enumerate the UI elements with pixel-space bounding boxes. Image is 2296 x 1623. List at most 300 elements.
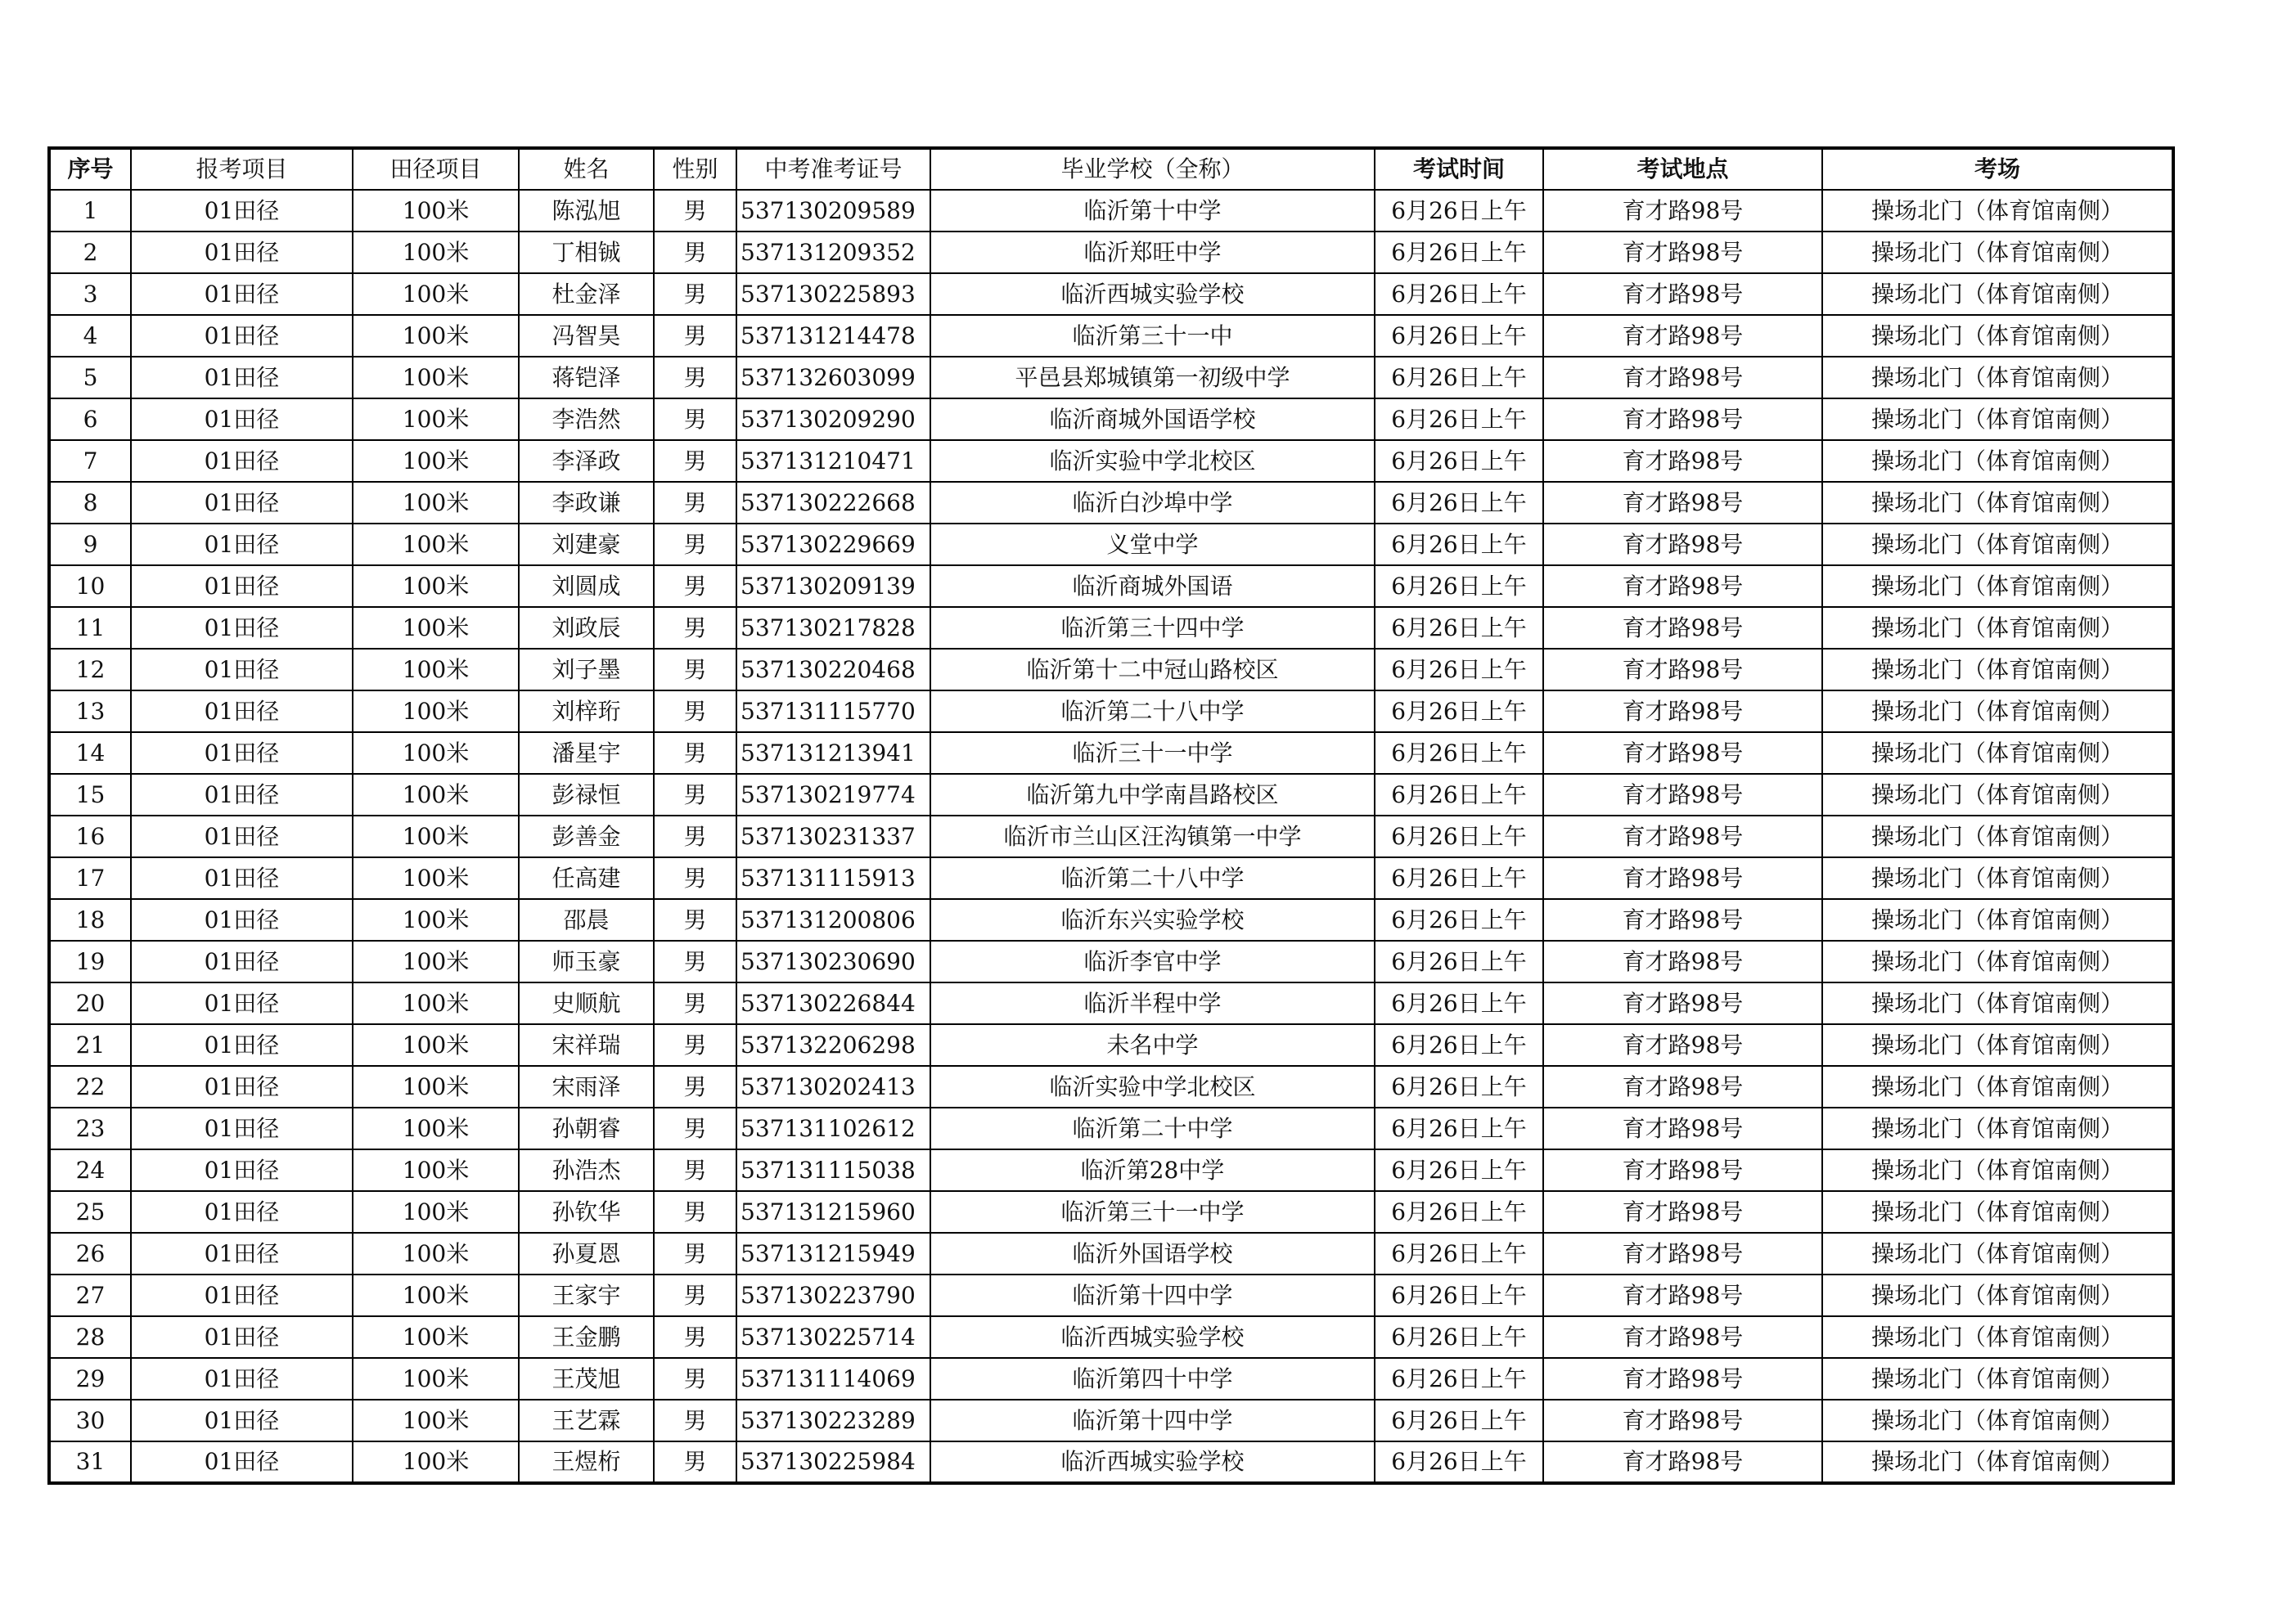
col-school-cell: 临沂第三十一中 bbox=[930, 315, 1375, 357]
col-exam-id-cell: 537130209290 bbox=[736, 398, 930, 440]
col-name-cell: 刘建豪 bbox=[519, 524, 654, 565]
col-exam-id-cell: 537130230690 bbox=[736, 941, 930, 982]
col-index-cell: 23 bbox=[49, 1108, 131, 1149]
col-event-cell: 100米 bbox=[353, 482, 519, 524]
col-index-cell: 2 bbox=[49, 232, 131, 273]
col-exam-time-cell: 6月26日上午 bbox=[1375, 1233, 1543, 1275]
table-row bbox=[49, 315, 2173, 357]
col-exam-venue-cell: 操场北门（体育馆南侧） bbox=[1822, 565, 2173, 607]
table-row bbox=[49, 1108, 2173, 1149]
col-name-cell: 刘圆成 bbox=[519, 565, 654, 607]
col-event-cell: 100米 bbox=[353, 1316, 519, 1358]
col-exam-venue-cell: 操场北门（体育馆南侧） bbox=[1822, 524, 2173, 565]
table-row bbox=[49, 690, 2173, 732]
col-exam-location-cell: 育才路98号 bbox=[1543, 1191, 1822, 1233]
col-exam-time-cell: 6月26日上午 bbox=[1375, 607, 1543, 649]
table-row bbox=[49, 1066, 2173, 1108]
col-exam-venue-cell: 操场北门（体育馆南侧） bbox=[1822, 1400, 2173, 1441]
col-index-cell: 15 bbox=[49, 774, 131, 816]
col-index-cell: 7 bbox=[49, 440, 131, 482]
col-name-cell: 李浩然 bbox=[519, 398, 654, 440]
col-exam-location-cell: 育才路98号 bbox=[1543, 732, 1822, 774]
col-exam-id-cell: 537132206298 bbox=[736, 1024, 930, 1066]
table-body bbox=[49, 190, 2173, 1483]
col-exam-location-cell: 育才路98号 bbox=[1543, 899, 1822, 941]
col-event-cell: 100米 bbox=[353, 1400, 519, 1441]
header-col-school: 毕业学校（全称） bbox=[930, 148, 1375, 190]
col-exam-venue-cell: 操场北门（体育馆南侧） bbox=[1822, 1275, 2173, 1316]
col-name-cell: 潘星宇 bbox=[519, 732, 654, 774]
col-gender-cell: 男 bbox=[654, 482, 736, 524]
col-name-cell: 史顺航 bbox=[519, 982, 654, 1024]
col-exam-venue-cell: 操场北门（体育馆南侧） bbox=[1822, 1066, 2173, 1108]
col-name-cell: 王家宇 bbox=[519, 1275, 654, 1316]
col-school-cell: 临沂第三十四中学 bbox=[930, 607, 1375, 649]
col-exam-id-cell: 537130220468 bbox=[736, 649, 930, 690]
col-index-cell: 17 bbox=[49, 857, 131, 899]
col-gender-cell: 男 bbox=[654, 315, 736, 357]
col-category-cell: 01田径 bbox=[131, 357, 353, 398]
col-index-cell: 26 bbox=[49, 1233, 131, 1275]
col-category-cell: 01田径 bbox=[131, 1441, 353, 1483]
table-row bbox=[49, 857, 2173, 899]
col-event-cell: 100米 bbox=[353, 941, 519, 982]
col-exam-id-cell: 537131115913 bbox=[736, 857, 930, 899]
col-index-cell: 12 bbox=[49, 649, 131, 690]
exam-roster-table bbox=[47, 146, 2175, 1485]
col-event-cell: 100米 bbox=[353, 1149, 519, 1191]
col-exam-location-cell: 育才路98号 bbox=[1543, 315, 1822, 357]
col-category-cell: 01田径 bbox=[131, 1275, 353, 1316]
col-gender-cell: 男 bbox=[654, 690, 736, 732]
col-event-cell: 100米 bbox=[353, 690, 519, 732]
col-exam-time-cell: 6月26日上午 bbox=[1375, 982, 1543, 1024]
col-exam-venue-cell: 操场北门（体育馆南侧） bbox=[1822, 899, 2173, 941]
col-index-cell: 16 bbox=[49, 816, 131, 857]
col-event-cell: 100米 bbox=[353, 1108, 519, 1149]
col-exam-venue-cell: 操场北门（体育馆南侧） bbox=[1822, 1024, 2173, 1066]
col-category-cell: 01田径 bbox=[131, 524, 353, 565]
col-exam-venue-cell: 操场北门（体育馆南侧） bbox=[1822, 232, 2173, 273]
col-exam-location-cell: 育才路98号 bbox=[1543, 273, 1822, 315]
header-col-exam-id: 中考准考证号 bbox=[736, 148, 930, 190]
table-row bbox=[49, 273, 2173, 315]
col-exam-venue-cell: 操场北门（体育馆南侧） bbox=[1822, 941, 2173, 982]
col-school-cell: 临沂东兴实验学校 bbox=[930, 899, 1375, 941]
col-exam-time-cell: 6月26日上午 bbox=[1375, 857, 1543, 899]
col-index-cell: 10 bbox=[49, 565, 131, 607]
col-gender-cell: 男 bbox=[654, 1275, 736, 1316]
col-exam-time-cell: 6月26日上午 bbox=[1375, 774, 1543, 816]
col-index-cell: 22 bbox=[49, 1066, 131, 1108]
col-name-cell: 彭善金 bbox=[519, 816, 654, 857]
col-event-cell: 100米 bbox=[353, 524, 519, 565]
col-exam-venue-cell: 操场北门（体育馆南侧） bbox=[1822, 1316, 2173, 1358]
table-row bbox=[49, 524, 2173, 565]
col-index-cell: 6 bbox=[49, 398, 131, 440]
col-exam-time-cell: 6月26日上午 bbox=[1375, 565, 1543, 607]
col-exam-time-cell: 6月26日上午 bbox=[1375, 1108, 1543, 1149]
col-gender-cell: 男 bbox=[654, 1191, 736, 1233]
header-col-event: 田径项目 bbox=[353, 148, 519, 190]
col-index-cell: 27 bbox=[49, 1275, 131, 1316]
col-index-cell: 8 bbox=[49, 482, 131, 524]
table-row bbox=[49, 398, 2173, 440]
table-row bbox=[49, 899, 2173, 941]
col-school-cell: 临沂西城实验学校 bbox=[930, 273, 1375, 315]
col-event-cell: 100米 bbox=[353, 1358, 519, 1400]
col-exam-location-cell: 育才路98号 bbox=[1543, 1024, 1822, 1066]
col-name-cell: 王金鹏 bbox=[519, 1316, 654, 1358]
col-category-cell: 01田径 bbox=[131, 1066, 353, 1108]
col-index-cell: 5 bbox=[49, 357, 131, 398]
col-name-cell: 师玉豪 bbox=[519, 941, 654, 982]
col-exam-venue-cell: 操场北门（体育馆南侧） bbox=[1822, 398, 2173, 440]
col-exam-venue-cell: 操场北门（体育馆南侧） bbox=[1822, 1191, 2173, 1233]
col-gender-cell: 男 bbox=[654, 899, 736, 941]
col-exam-time-cell: 6月26日上午 bbox=[1375, 690, 1543, 732]
col-exam-id-cell: 537130225893 bbox=[736, 273, 930, 315]
col-event-cell: 100米 bbox=[353, 315, 519, 357]
table-row bbox=[49, 440, 2173, 482]
table-row bbox=[49, 1400, 2173, 1441]
col-gender-cell: 男 bbox=[654, 398, 736, 440]
col-gender-cell: 男 bbox=[654, 273, 736, 315]
table-row bbox=[49, 732, 2173, 774]
col-exam-location-cell: 育才路98号 bbox=[1543, 1441, 1822, 1483]
col-category-cell: 01田径 bbox=[131, 1024, 353, 1066]
col-exam-location-cell: 育才路98号 bbox=[1543, 1316, 1822, 1358]
col-school-cell: 临沂商城外国语 bbox=[930, 565, 1375, 607]
col-index-cell: 18 bbox=[49, 899, 131, 941]
col-exam-id-cell: 537131213941 bbox=[736, 732, 930, 774]
table-row bbox=[49, 607, 2173, 649]
col-exam-id-cell: 537132603099 bbox=[736, 357, 930, 398]
col-name-cell: 陈泓旭 bbox=[519, 190, 654, 232]
col-exam-id-cell: 537131210471 bbox=[736, 440, 930, 482]
col-category-cell: 01田径 bbox=[131, 732, 353, 774]
col-gender-cell: 男 bbox=[654, 1108, 736, 1149]
col-exam-venue-cell: 操场北门（体育馆南侧） bbox=[1822, 315, 2173, 357]
col-school-cell: 临沂第二十中学 bbox=[930, 1108, 1375, 1149]
col-exam-time-cell: 6月26日上午 bbox=[1375, 524, 1543, 565]
table-row bbox=[49, 1316, 2173, 1358]
col-exam-venue-cell: 操场北门（体育馆南侧） bbox=[1822, 273, 2173, 315]
col-exam-location-cell: 育才路98号 bbox=[1543, 1108, 1822, 1149]
col-school-cell: 临沂第28中学 bbox=[930, 1149, 1375, 1191]
col-school-cell: 临沂实验中学北校区 bbox=[930, 440, 1375, 482]
col-exam-venue-cell: 操场北门（体育馆南侧） bbox=[1822, 1441, 2173, 1483]
col-school-cell: 临沂白沙埠中学 bbox=[930, 482, 1375, 524]
col-name-cell: 邵晨 bbox=[519, 899, 654, 941]
col-exam-venue-cell: 操场北门（体育馆南侧） bbox=[1822, 357, 2173, 398]
col-name-cell: 王艺霖 bbox=[519, 1400, 654, 1441]
col-exam-location-cell: 育才路98号 bbox=[1543, 1275, 1822, 1316]
header-col-name: 姓名 bbox=[519, 148, 654, 190]
col-category-cell: 01田径 bbox=[131, 816, 353, 857]
col-gender-cell: 男 bbox=[654, 774, 736, 816]
col-name-cell: 刘子墨 bbox=[519, 649, 654, 690]
col-school-cell: 临沂第十四中学 bbox=[930, 1400, 1375, 1441]
col-name-cell: 李泽政 bbox=[519, 440, 654, 482]
col-exam-id-cell: 537130231337 bbox=[736, 816, 930, 857]
col-category-cell: 01田径 bbox=[131, 857, 353, 899]
col-exam-venue-cell: 操场北门（体育馆南侧） bbox=[1822, 732, 2173, 774]
col-exam-location-cell: 育才路98号 bbox=[1543, 857, 1822, 899]
col-index-cell: 25 bbox=[49, 1191, 131, 1233]
col-school-cell: 临沂郑旺中学 bbox=[930, 232, 1375, 273]
col-exam-venue-cell: 操场北门（体育馆南侧） bbox=[1822, 690, 2173, 732]
col-exam-time-cell: 6月26日上午 bbox=[1375, 398, 1543, 440]
col-index-cell: 14 bbox=[49, 732, 131, 774]
col-school-cell: 临沂第四十中学 bbox=[930, 1358, 1375, 1400]
col-exam-time-cell: 6月26日上午 bbox=[1375, 190, 1543, 232]
col-gender-cell: 男 bbox=[654, 607, 736, 649]
col-exam-time-cell: 6月26日上午 bbox=[1375, 357, 1543, 398]
col-school-cell: 临沂第九中学南昌路校区 bbox=[930, 774, 1375, 816]
col-gender-cell: 男 bbox=[654, 732, 736, 774]
col-exam-venue-cell: 操场北门（体育馆南侧） bbox=[1822, 1233, 2173, 1275]
col-exam-id-cell: 537130225984 bbox=[736, 1441, 930, 1483]
table-row bbox=[49, 565, 2173, 607]
table-row bbox=[49, 1191, 2173, 1233]
col-event-cell: 100米 bbox=[353, 273, 519, 315]
col-name-cell: 丁相铖 bbox=[519, 232, 654, 273]
col-exam-time-cell: 6月26日上午 bbox=[1375, 941, 1543, 982]
col-gender-cell: 男 bbox=[654, 1233, 736, 1275]
table-row bbox=[49, 1024, 2173, 1066]
col-gender-cell: 男 bbox=[654, 982, 736, 1024]
col-category-cell: 01田径 bbox=[131, 315, 353, 357]
col-name-cell: 王茂旭 bbox=[519, 1358, 654, 1400]
table-row bbox=[49, 1441, 2173, 1483]
table-row bbox=[49, 482, 2173, 524]
col-school-cell: 临沂第十二中冠山路校区 bbox=[930, 649, 1375, 690]
col-gender-cell: 男 bbox=[654, 857, 736, 899]
col-school-cell: 临沂李官中学 bbox=[930, 941, 1375, 982]
col-exam-time-cell: 6月26日上午 bbox=[1375, 816, 1543, 857]
col-school-cell: 临沂西城实验学校 bbox=[930, 1441, 1375, 1483]
col-exam-location-cell: 育才路98号 bbox=[1543, 1066, 1822, 1108]
col-gender-cell: 男 bbox=[654, 565, 736, 607]
col-exam-id-cell: 537130219774 bbox=[736, 774, 930, 816]
col-gender-cell: 男 bbox=[654, 1024, 736, 1066]
col-name-cell: 彭禄恒 bbox=[519, 774, 654, 816]
col-name-cell: 蒋铠泽 bbox=[519, 357, 654, 398]
col-category-cell: 01田径 bbox=[131, 1316, 353, 1358]
col-event-cell: 100米 bbox=[353, 398, 519, 440]
col-category-cell: 01田径 bbox=[131, 232, 353, 273]
col-exam-venue-cell: 操场北门（体育馆南侧） bbox=[1822, 190, 2173, 232]
col-school-cell: 临沂商城外国语学校 bbox=[930, 398, 1375, 440]
col-name-cell: 冯智昊 bbox=[519, 315, 654, 357]
col-school-cell: 临沂三十一中学 bbox=[930, 732, 1375, 774]
col-category-cell: 01田径 bbox=[131, 190, 353, 232]
col-index-cell: 3 bbox=[49, 273, 131, 315]
col-name-cell: 孙钦华 bbox=[519, 1191, 654, 1233]
col-name-cell: 孙浩杰 bbox=[519, 1149, 654, 1191]
col-exam-location-cell: 育才路98号 bbox=[1543, 941, 1822, 982]
table-header-row bbox=[49, 148, 2173, 190]
col-exam-venue-cell: 操场北门（体育馆南侧） bbox=[1822, 440, 2173, 482]
col-index-cell: 21 bbox=[49, 1024, 131, 1066]
col-school-cell: 未名中学 bbox=[930, 1024, 1375, 1066]
col-event-cell: 100米 bbox=[353, 440, 519, 482]
col-exam-time-cell: 6月26日上午 bbox=[1375, 1441, 1543, 1483]
col-name-cell: 孙夏恩 bbox=[519, 1233, 654, 1275]
col-gender-cell: 男 bbox=[654, 1149, 736, 1191]
col-event-cell: 100米 bbox=[353, 816, 519, 857]
col-gender-cell: 男 bbox=[654, 1358, 736, 1400]
col-gender-cell: 男 bbox=[654, 649, 736, 690]
col-event-cell: 100米 bbox=[353, 732, 519, 774]
col-exam-id-cell: 537130229669 bbox=[736, 524, 930, 565]
col-exam-time-cell: 6月26日上午 bbox=[1375, 1275, 1543, 1316]
col-category-cell: 01田径 bbox=[131, 1191, 353, 1233]
col-exam-id-cell: 537130209139 bbox=[736, 565, 930, 607]
header-col-gender: 性别 bbox=[654, 148, 736, 190]
col-event-cell: 100米 bbox=[353, 232, 519, 273]
col-exam-time-cell: 6月26日上午 bbox=[1375, 1149, 1543, 1191]
col-exam-id-cell: 537131200806 bbox=[736, 899, 930, 941]
col-event-cell: 100米 bbox=[353, 1066, 519, 1108]
col-index-cell: 28 bbox=[49, 1316, 131, 1358]
col-school-cell: 临沂第二十八中学 bbox=[930, 857, 1375, 899]
col-exam-venue-cell: 操场北门（体育馆南侧） bbox=[1822, 857, 2173, 899]
col-exam-location-cell: 育才路98号 bbox=[1543, 357, 1822, 398]
col-exam-id-cell: 537130222668 bbox=[736, 482, 930, 524]
col-exam-venue-cell: 操场北门（体育馆南侧） bbox=[1822, 649, 2173, 690]
col-school-cell: 临沂第二十八中学 bbox=[930, 690, 1375, 732]
col-index-cell: 1 bbox=[49, 190, 131, 232]
table-row bbox=[49, 1358, 2173, 1400]
col-category-cell: 01田径 bbox=[131, 1233, 353, 1275]
col-index-cell: 11 bbox=[49, 607, 131, 649]
col-name-cell: 刘梓珩 bbox=[519, 690, 654, 732]
col-school-cell: 临沂外国语学校 bbox=[930, 1233, 1375, 1275]
col-exam-location-cell: 育才路98号 bbox=[1543, 982, 1822, 1024]
col-exam-location-cell: 育才路98号 bbox=[1543, 565, 1822, 607]
table-row bbox=[49, 941, 2173, 982]
col-name-cell: 杜金泽 bbox=[519, 273, 654, 315]
col-category-cell: 01田径 bbox=[131, 649, 353, 690]
col-exam-location-cell: 育才路98号 bbox=[1543, 398, 1822, 440]
col-name-cell: 宋雨泽 bbox=[519, 1066, 654, 1108]
col-exam-time-cell: 6月26日上午 bbox=[1375, 1400, 1543, 1441]
col-category-cell: 01田径 bbox=[131, 398, 353, 440]
col-gender-cell: 男 bbox=[654, 357, 736, 398]
table-row bbox=[49, 1233, 2173, 1275]
col-exam-id-cell: 537131209352 bbox=[736, 232, 930, 273]
col-exam-venue-cell: 操场北门（体育馆南侧） bbox=[1822, 482, 2173, 524]
col-gender-cell: 男 bbox=[654, 190, 736, 232]
col-name-cell: 李政谦 bbox=[519, 482, 654, 524]
col-exam-venue-cell: 操场北门（体育馆南侧） bbox=[1822, 982, 2173, 1024]
col-name-cell: 孙朝睿 bbox=[519, 1108, 654, 1149]
col-exam-time-cell: 6月26日上午 bbox=[1375, 1024, 1543, 1066]
col-exam-id-cell: 537130223790 bbox=[736, 1275, 930, 1316]
col-exam-location-cell: 育才路98号 bbox=[1543, 1233, 1822, 1275]
col-event-cell: 100米 bbox=[353, 1233, 519, 1275]
col-exam-id-cell: 537130226844 bbox=[736, 982, 930, 1024]
col-school-cell: 临沂半程中学 bbox=[930, 982, 1375, 1024]
col-event-cell: 100米 bbox=[353, 982, 519, 1024]
col-exam-location-cell: 育才路98号 bbox=[1543, 690, 1822, 732]
col-school-cell: 临沂实验中学北校区 bbox=[930, 1066, 1375, 1108]
col-school-cell: 临沂西城实验学校 bbox=[930, 1316, 1375, 1358]
col-event-cell: 100米 bbox=[353, 1275, 519, 1316]
col-exam-time-cell: 6月26日上午 bbox=[1375, 1191, 1543, 1233]
col-exam-time-cell: 6月26日上午 bbox=[1375, 899, 1543, 941]
header-col-exam-venue: 考场 bbox=[1822, 148, 2173, 190]
col-gender-cell: 男 bbox=[654, 1400, 736, 1441]
col-category-cell: 01田径 bbox=[131, 1358, 353, 1400]
col-exam-location-cell: 育才路98号 bbox=[1543, 1400, 1822, 1441]
col-name-cell: 宋祥瑞 bbox=[519, 1024, 654, 1066]
table-row bbox=[49, 649, 2173, 690]
header-col-category: 报考项目 bbox=[131, 148, 353, 190]
table-row bbox=[49, 1275, 2173, 1316]
col-exam-time-cell: 6月26日上午 bbox=[1375, 482, 1543, 524]
header-col-index: 序号 bbox=[49, 148, 131, 190]
table-row bbox=[49, 774, 2173, 816]
col-gender-cell: 男 bbox=[654, 524, 736, 565]
col-category-cell: 01田径 bbox=[131, 1149, 353, 1191]
table-row bbox=[49, 190, 2173, 232]
col-index-cell: 4 bbox=[49, 315, 131, 357]
col-category-cell: 01田径 bbox=[131, 482, 353, 524]
header-col-exam-location: 考试地点 bbox=[1543, 148, 1822, 190]
col-gender-cell: 男 bbox=[654, 1316, 736, 1358]
col-exam-time-cell: 6月26日上午 bbox=[1375, 1066, 1543, 1108]
col-index-cell: 19 bbox=[49, 941, 131, 982]
col-gender-cell: 男 bbox=[654, 440, 736, 482]
col-event-cell: 100米 bbox=[353, 1191, 519, 1233]
table-row bbox=[49, 1149, 2173, 1191]
col-gender-cell: 男 bbox=[654, 232, 736, 273]
col-index-cell: 24 bbox=[49, 1149, 131, 1191]
col-exam-id-cell: 537131114069 bbox=[736, 1358, 930, 1400]
col-name-cell: 任高建 bbox=[519, 857, 654, 899]
col-exam-venue-cell: 操场北门（体育馆南侧） bbox=[1822, 816, 2173, 857]
header-col-exam-time: 考试时间 bbox=[1375, 148, 1543, 190]
col-exam-id-cell: 537131115038 bbox=[736, 1149, 930, 1191]
col-exam-location-cell: 育才路98号 bbox=[1543, 1149, 1822, 1191]
col-exam-time-cell: 6月26日上午 bbox=[1375, 315, 1543, 357]
col-exam-location-cell: 育才路98号 bbox=[1543, 232, 1822, 273]
table-row bbox=[49, 982, 2173, 1024]
col-exam-time-cell: 6月26日上午 bbox=[1375, 732, 1543, 774]
col-exam-id-cell: 537131215949 bbox=[736, 1233, 930, 1275]
col-exam-id-cell: 537130209589 bbox=[736, 190, 930, 232]
col-event-cell: 100米 bbox=[353, 857, 519, 899]
col-index-cell: 13 bbox=[49, 690, 131, 732]
col-exam-location-cell: 育才路98号 bbox=[1543, 440, 1822, 482]
col-exam-venue-cell: 操场北门（体育馆南侧） bbox=[1822, 774, 2173, 816]
col-exam-id-cell: 537130223289 bbox=[736, 1400, 930, 1441]
table-row bbox=[49, 816, 2173, 857]
col-school-cell: 临沂第十中学 bbox=[930, 190, 1375, 232]
col-gender-cell: 男 bbox=[654, 941, 736, 982]
col-category-cell: 01田径 bbox=[131, 1400, 353, 1441]
col-exam-location-cell: 育才路98号 bbox=[1543, 1358, 1822, 1400]
col-exam-time-cell: 6月26日上午 bbox=[1375, 1316, 1543, 1358]
col-exam-id-cell: 537130225714 bbox=[736, 1316, 930, 1358]
col-category-cell: 01田径 bbox=[131, 774, 353, 816]
table-row bbox=[49, 232, 2173, 273]
col-exam-time-cell: 6月26日上午 bbox=[1375, 273, 1543, 315]
col-event-cell: 100米 bbox=[353, 774, 519, 816]
